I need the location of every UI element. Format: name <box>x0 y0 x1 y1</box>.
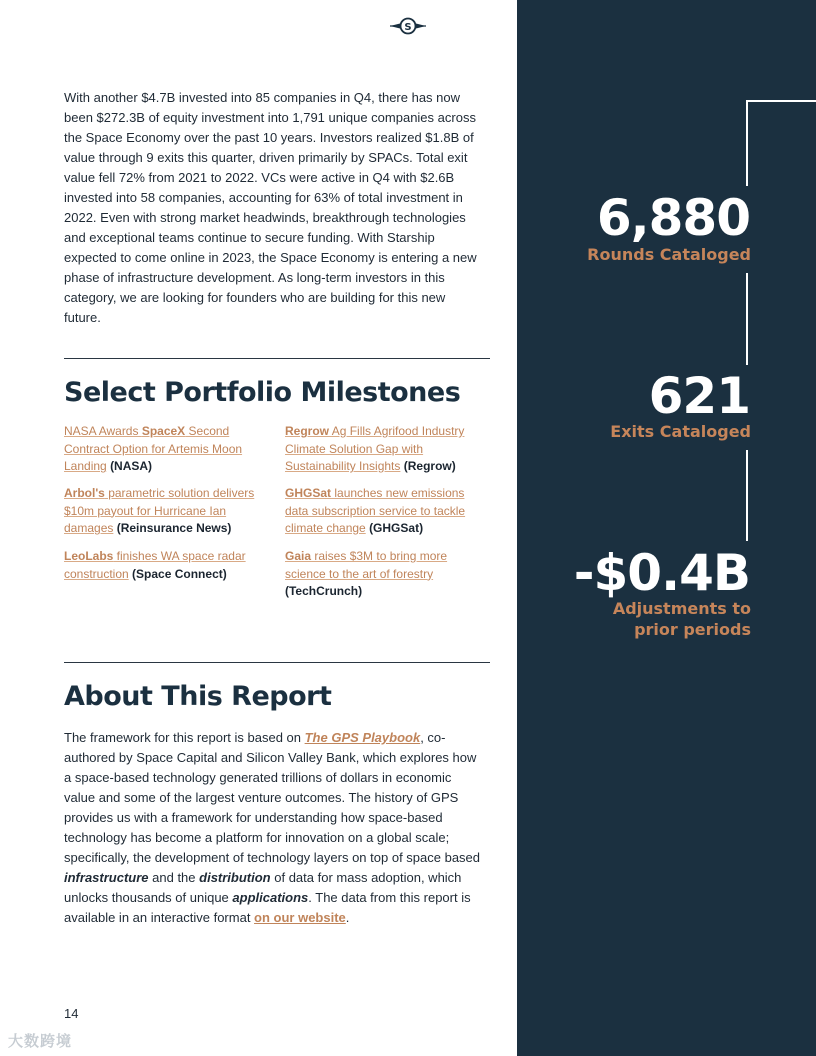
stat-exits-label: Exits Cataloged <box>610 422 751 441</box>
milestone-link[interactable]: Arbol's parametric solution delivers $10m payout for Hurricane Ian damages <box>64 486 255 535</box>
milestones-title: Select Portfolio Milestones <box>64 377 461 408</box>
gps-playbook-link[interactable]: The GPS Playbook <box>304 730 421 745</box>
milestone-link[interactable]: Gaia raises $3M to bring more science to the art of forestry <box>285 549 448 581</box>
milestone-item[interactable] <box>285 548 485 601</box>
panel-line <box>746 100 748 186</box>
page-number: 14 <box>64 1006 79 1021</box>
stats-panel <box>517 0 816 1056</box>
about-paragraph: The framework for this report is based on The GPS Playbook, co-authored by Space Capital and Silicon Valley Bank, which explores how a space-based technology generated trillions of dollars in economic value and some of the largest venture outcomes. The history of GPS provides us with a framework for understanding how space-based technology has become a platform for innovation on a global scale; specifically, the development of technology layers on top of space based infrastructure and the distribution of data for mass adoption, which unlocks thousands of unique applications. The data from this report is available in an interactive format on our website. <box>64 730 481 925</box>
panel-line <box>747 100 816 102</box>
space-capital-logo-icon <box>388 14 428 38</box>
milestone-source: (GHGSat) <box>369 521 424 535</box>
milestone-item[interactable] <box>64 423 264 476</box>
milestone-source: (NASA) <box>110 459 153 473</box>
stat-adjustments-label-line2: prior periods <box>634 620 751 639</box>
website-link[interactable]: on our website <box>254 910 346 925</box>
panel-line <box>746 273 748 365</box>
divider <box>64 662 490 663</box>
milestone-source: (Reinsurance News) <box>116 521 232 535</box>
intro-paragraph: With another $4.7B invested into 85 companies in Q4, there has now been $272.3B of equity investment into 1,791 unique companies across the Space Economy over the past 10 years. Investors realized $1.8B of value through 9 exits this quarter, driven primarily by SPACs. Total exit value fell 72% from 2021 to 2022. VCs were active in Q4 with $2.6B invested into 58 companies, accounting for 63% of total investment in 2022. Even with strong market headwinds, breakthrough technologies and exceptional teams continue to secure funding. With Starship expected to come online in 2023, the Space Economy is entering a new phase of infrastructure development. As long-term investors in this category, we are looking for founders who are building for this new future. <box>64 90 477 325</box>
milestone-item[interactable] <box>285 423 485 476</box>
milestone-link[interactable]: NASA Awards SpaceX Second Contract Option for Artemis Moon Landing <box>64 424 243 473</box>
milestone-item[interactable] <box>64 548 264 583</box>
svg-text:S: S <box>404 22 412 33</box>
milestone-source: (TechCrunch) <box>285 584 363 598</box>
milestone-link[interactable]: GHGSat launches new emissions data subscription service to tackle climate change <box>285 486 466 535</box>
milestone-link[interactable]: Regrow Ag Fills Agrifood Industry Climate Solution Gap with Sustainability Insights <box>285 424 465 473</box>
milestone-item[interactable] <box>285 485 485 538</box>
milestone-source: (Regrow) <box>403 459 456 473</box>
stat-rounds-label: Rounds Cataloged <box>587 245 751 264</box>
stat-exits-value: 621 <box>648 367 750 425</box>
stat-adjustments-label: Adjustments to <box>612 599 751 618</box>
stat-rounds-value: 6,880 <box>596 189 750 247</box>
divider <box>64 358 490 359</box>
watermark: 大数跨境 <box>8 1033 73 1050</box>
milestone-link[interactable]: LeoLabs finishes WA space radar construction <box>64 549 246 581</box>
stat-adjustments-value: -$0.4B <box>573 544 750 602</box>
panel-line <box>746 450 748 541</box>
milestone-source: (Space Connect) <box>132 566 227 581</box>
about-title: About This Report <box>64 681 332 712</box>
milestone-item[interactable] <box>64 485 264 538</box>
